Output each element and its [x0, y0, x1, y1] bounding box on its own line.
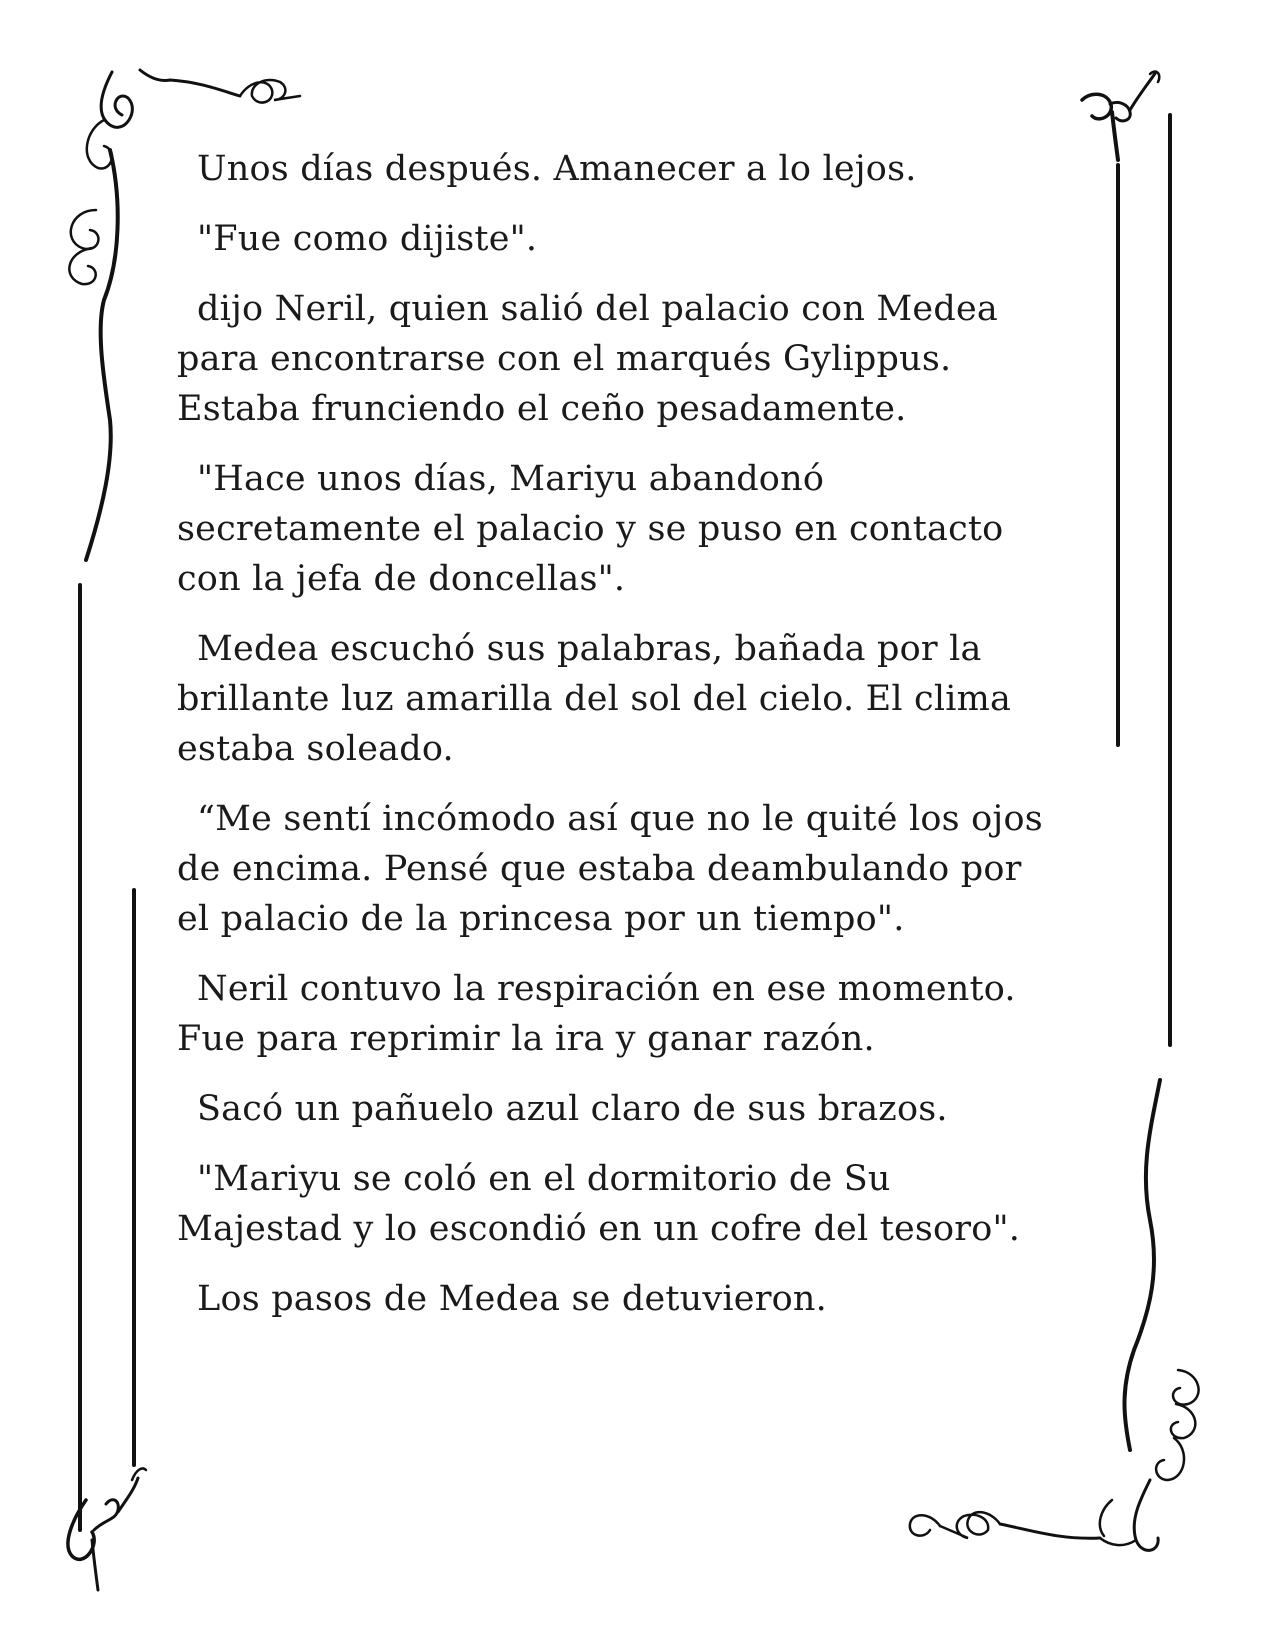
paragraph-3: dijo Neril, quien salió del palacio con Medea para encontrarse con el marqués Gylippus. Estaba frunciendo el ceño pesadamente.: [177, 289, 998, 429]
paragraph-7: Neril contuvo la respiración en ese momento. Fue para reprimir la ira y ganar razón.: [177, 969, 1016, 1059]
paragraph-10: Los pasos de Medea se detuvieron.: [197, 1279, 827, 1319]
paragraph-1: Unos días después. Amanecer a lo lejos.: [197, 149, 917, 189]
paragraph-2: "Fue como dijiste".: [197, 219, 538, 259]
paragraph-4: "Hace unos días, Mariyu abandonó secretamente el palacio y se puso en contacto con la jefa de doncellas".: [177, 459, 1004, 599]
paragraph-9: "Mariyu se coló en el dormitorio de Su Majestad y lo escondió en un cofre del tesoro".: [177, 1159, 1021, 1249]
bottom-left-flourish-icon: [68, 1468, 146, 1590]
body-text: [177, 144, 1097, 1344]
paragraph-8: Sacó un pañuelo azul claro de sus brazos.: [197, 1089, 948, 1129]
paragraph-5: Medea escuchó sus palabras, bañada por la brillante luz amarilla del sol del cielo. El clima estaba soleado.: [177, 629, 1012, 769]
paragraph-6: “Me sentí incómodo así que no le quité los ojos de encima. Pensé que estaba deambulando por el palacio de la princesa por un tiempo".: [177, 799, 1043, 939]
